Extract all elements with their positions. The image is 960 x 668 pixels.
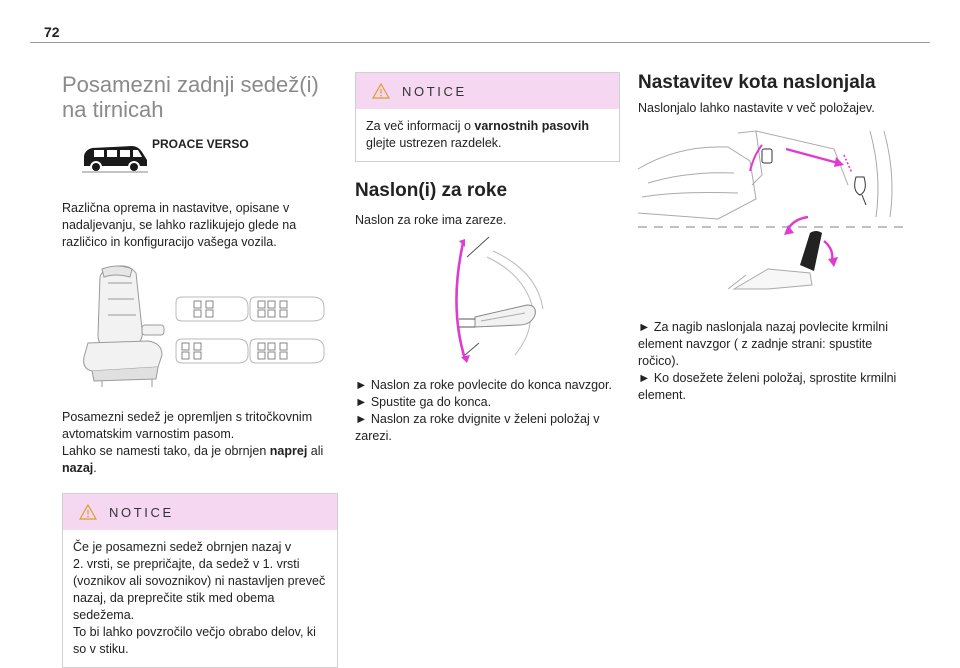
page-title: Posamezni zadnji sedež(i) na tirnicah [62, 72, 319, 122]
notice-title: NOTICE [109, 504, 174, 520]
backrest-illustration [638, 125, 903, 297]
seat-description: Posamezni sedež je opremljen s tritočkovnim avtomatskim varnostim pasom. Lahko se namesti tako, da je obrnjen naprej ali nazaj. [62, 410, 324, 475]
backrest-steps: ► Za nagib naslonjala nazaj povlecite krmilni element navzgor ( z zadnje strani: spustite ročico). ► Ko dosežete želeni položaj, sprostite krmilni element. [638, 320, 897, 402]
release-arrow [844, 155, 852, 173]
header-rule [30, 42, 930, 43]
column-seats [62, 72, 338, 668]
notice-title: NOTICE [402, 83, 467, 99]
armrest-steps: ► Naslon za roke povlecite do konca navzgor. ► Spustite ga do konca. ► Naslon za roke dvignite v želeni položaj v zarezi. [355, 378, 612, 443]
backrest-heading: Nastavitev kota naslonjala [638, 72, 876, 93]
backrest-intro: Naslonjalo lahko nastavite v več položajev. [638, 101, 875, 115]
pull-arrow [786, 149, 838, 163]
vehicle-row [62, 134, 338, 178]
seat-position-icons [182, 301, 287, 359]
notice-body: Če je posamezni sedež obrnjen nazaj v 2. vrsti, se prepričajte, da sedež v 1. vrsti (voznikov ali sovoznikov) ni nastavljen preveč nazaj, da preprečite stik med obema sedežema. To bi lahko povzročilo večjo obrabo delov, ki so v stiku. [73, 540, 326, 656]
intro-text: Različna oprema in nastavitve, opisane v nadaljevanju, se lahko razlikujejo glede na različico in konfiguracijo vašega vozila. [62, 201, 297, 249]
vehicle-label: PROACE VERSO [152, 137, 249, 151]
notice-header [356, 73, 619, 109]
armrest-intro: Naslon za roke ima zareze. [355, 213, 507, 227]
armrest-heading: Naslon(i) za roke [355, 180, 508, 201]
seat-configuration-illustration [62, 263, 338, 387]
seat-illustration [84, 266, 164, 387]
notice-box-seat [62, 493, 338, 668]
van-icon [80, 142, 150, 176]
page-number: 72 [44, 24, 60, 40]
notice-body: Za več informacij o varnostnih pasovih glejte ustrezen razdelek. [366, 119, 589, 150]
recline-diagram [728, 269, 812, 289]
warning-icon [79, 504, 97, 520]
armrest-illustration [355, 237, 620, 365]
seat-closeup-illustration [638, 131, 892, 219]
column-armrests [355, 72, 620, 445]
column-backrest [638, 72, 903, 404]
notice-box-seatbelts [355, 72, 620, 162]
warning-icon [372, 83, 390, 99]
notice-header [63, 494, 337, 530]
